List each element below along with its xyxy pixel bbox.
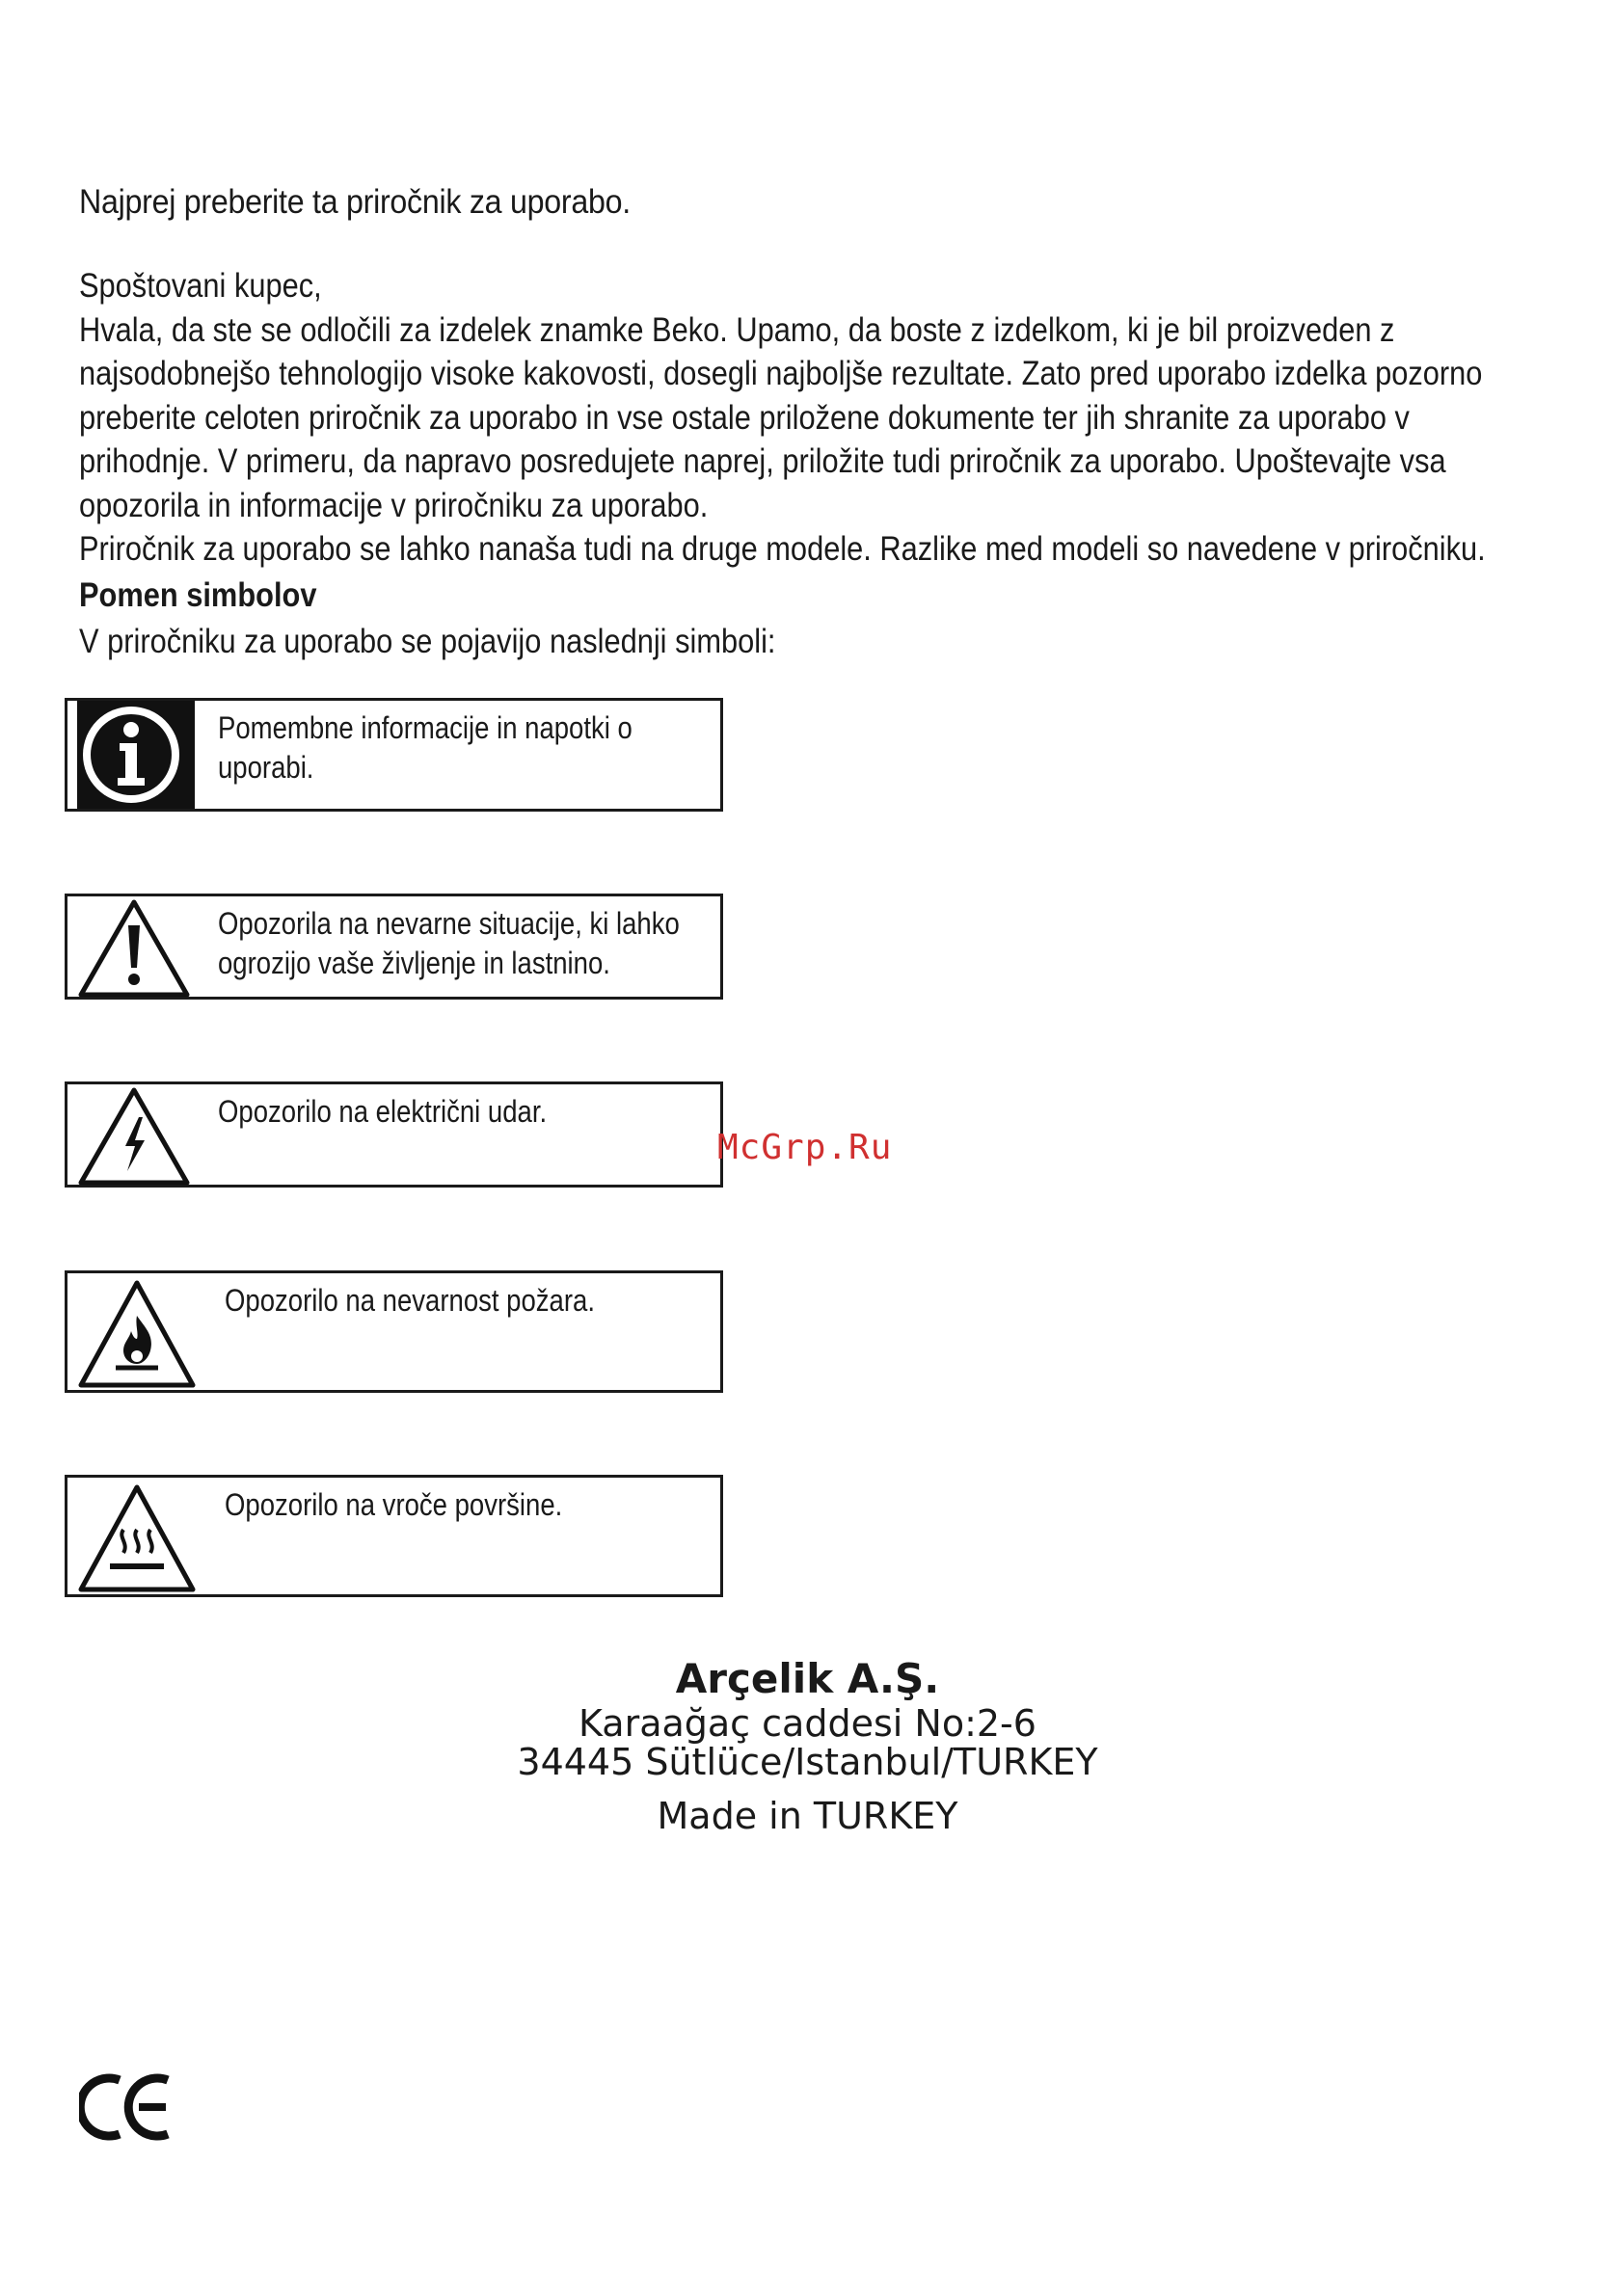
warning-icon <box>77 898 191 999</box>
symbol-box-electric <box>65 1081 723 1188</box>
symbol-label-hot-surface: Opozorilo na vroče površine. <box>225 1487 563 1522</box>
greeting: Spoštovani kupec, <box>79 267 322 305</box>
intro-text <box>79 264 1521 572</box>
company-name: Arçelik A.Ş. <box>675 1655 940 1702</box>
symbol-label-electric: Opozorilo na električni udar. <box>218 1094 548 1129</box>
symbols-subtitle: V priročniku za uporabo se pojavijo naslednji simboli: <box>79 623 776 660</box>
hot-surface-icon <box>77 1483 197 1593</box>
symbol-box-info <box>65 698 723 812</box>
info-icon <box>77 701 195 809</box>
symbol-box-fire <box>65 1270 723 1393</box>
intro-line: prihodnje. V primeru, da napravo posredujete naprej, priložite tudi priročnik za uporabo. Upoštevajte vsa <box>79 442 1446 480</box>
ce-mark-icon <box>79 2072 175 2142</box>
intro-line: opozorila in informacije v priročniku za uporabo. <box>79 486 709 524</box>
intro-line: Priročnik za uporabo se lahko nanaša tudi na druge modele. Razlike med modeli so navedene v priročniku. <box>79 530 1486 568</box>
intro-line: Hvala, da ste se odločili za izdelek znamke Beko. Upamo, da boste z izdelkom, ki je bil proizveden z <box>79 310 1395 349</box>
company-street: Karaağaç caddesi No:2-6 <box>579 1702 1036 1745</box>
symbol-label-fire: Opozorilo na nevarnost požara. <box>225 1283 595 1318</box>
symbol-label-info: Pomembne informacije in napotki o uporabi. <box>218 710 633 785</box>
symbols-title: Pomen simbolov <box>79 576 317 614</box>
made-in: Made in TURKEY <box>657 1795 958 1837</box>
intro-line: preberite celoten priročnik za uporabo in vse ostale priložene dokumente ter jih shranite za uporabo v <box>79 398 1410 437</box>
symbol-box-warning <box>65 894 723 1000</box>
watermark: McGrp.Ru <box>717 1128 893 1167</box>
electric-shock-icon <box>77 1086 191 1187</box>
symbol-label-warning: Opozorila na nevarne situacije, ki lahko ogrozijo vaše življenje in lastnino. <box>218 906 680 980</box>
fire-hazard-icon <box>77 1279 197 1389</box>
symbol-box-hot-surface <box>65 1475 723 1597</box>
intro-line: najsodobnejšo tehnologijo visoke kakovosti, dosegli najboljše rezultate. Zato pred uporabo izdelka pozorno <box>79 355 1483 392</box>
page-heading: Najprej preberite ta priročnik za uporabo. <box>79 183 631 221</box>
company-city: 34445 Sütlüce/Istanbul/TURKEY <box>517 1741 1098 1783</box>
